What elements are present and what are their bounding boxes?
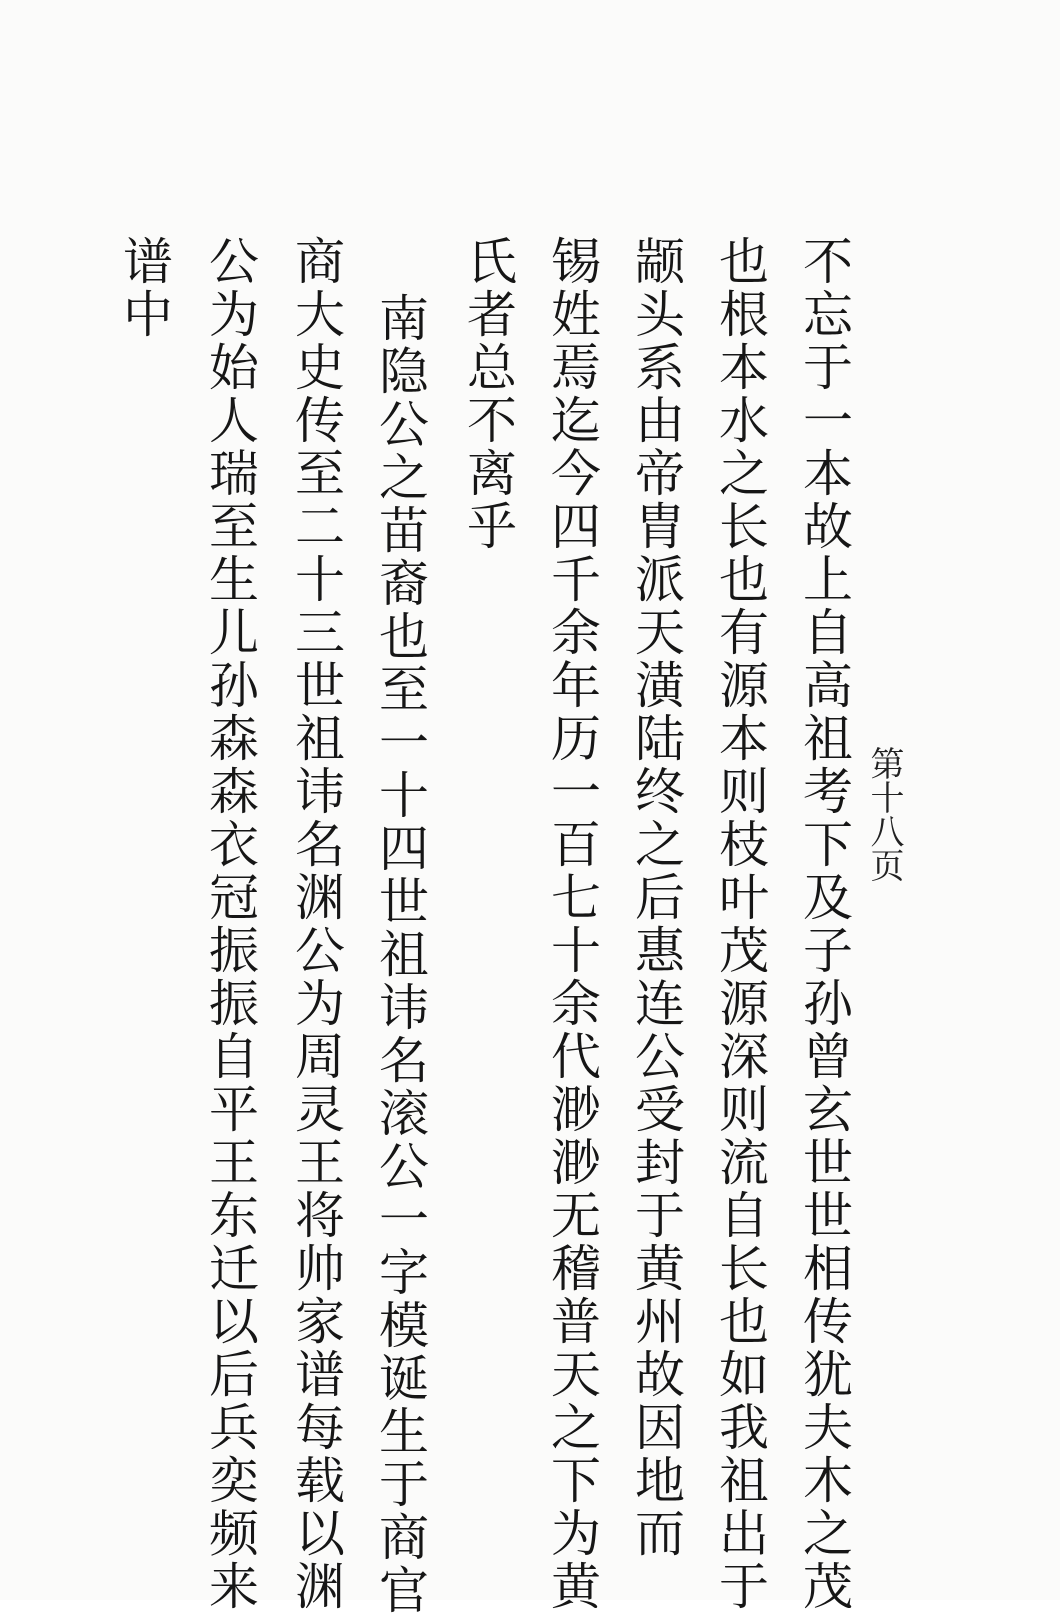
text-column-8: 公为始人瑞至生儿孙森森衣冠振振自平王东迁以后兵奕频来 [201, 235, 259, 1613]
text-column-9: 谱中 [115, 235, 173, 341]
text-column-7: 商大史传至二十三世祖讳名渊公为周灵王将帅家谱每载以渊 [287, 235, 345, 1613]
text-column-1: 不忘于一本故上自高祖考下及子孙曾玄世世相传犹夫木之茂 [795, 235, 853, 1613]
text-column-6: 南隐公之苗裔也至一十四世祖讳名滚公一字模诞生于商官 [371, 292, 429, 1617]
text-column-4: 锡姓焉迄今四千余年历一百七十余代渺渺无稽普天之下为黄 [543, 235, 601, 1613]
text-column-3-part-2: 帝胄派天潢陆终之后惠连公受封于黄州故因地而 [627, 447, 685, 1560]
text-column-5: 氏者总不离乎 [459, 235, 517, 553]
text-column-2: 也根本水之长也有源本则枝叶茂源深则流自长也如我祖出于 [711, 235, 769, 1613]
text-column-3-part-1: 颛头系由 [627, 235, 685, 447]
text-column-3 [628, 235, 684, 1560]
page-number: 第十八页 [864, 746, 904, 882]
